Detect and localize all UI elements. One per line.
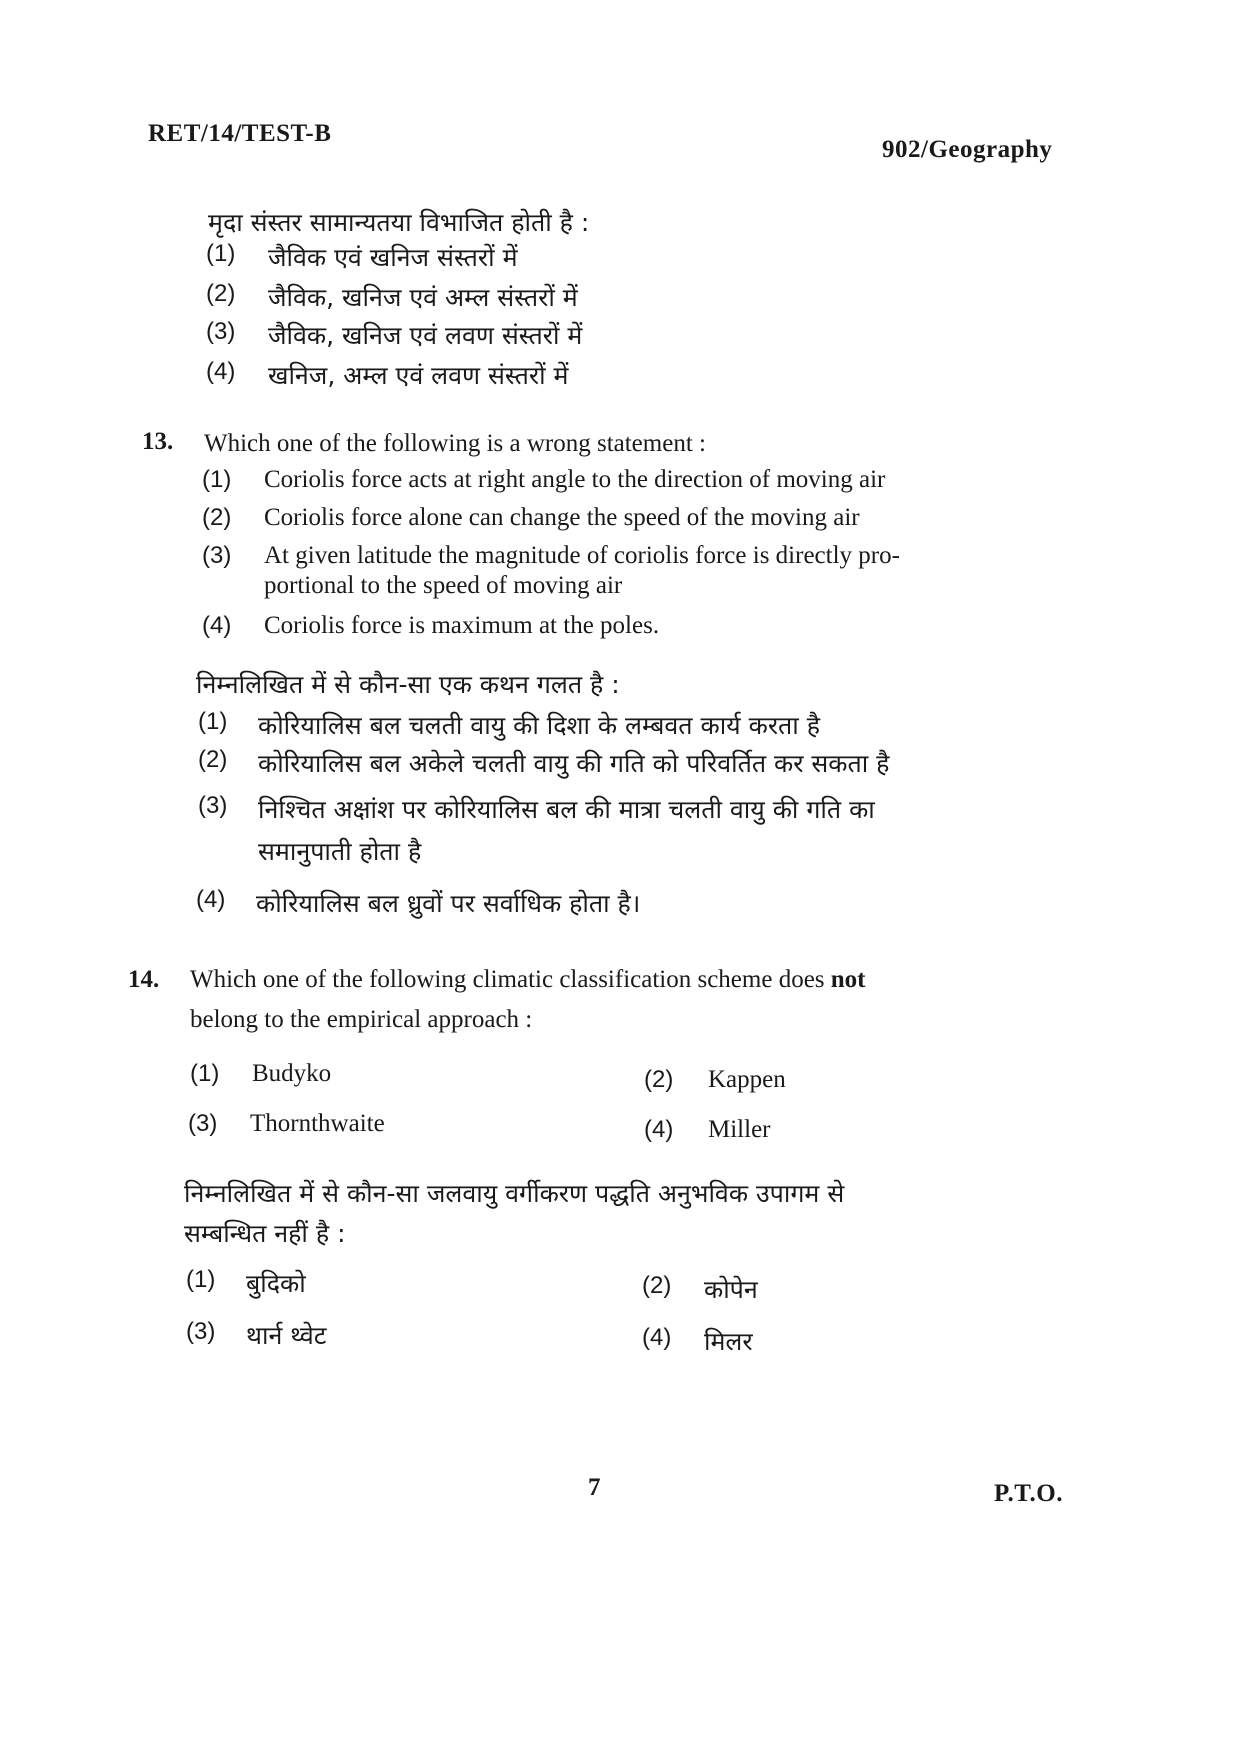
- q14-hindi-option-2-num: (2): [642, 1272, 672, 1299]
- q14-option-4-text: Miller: [708, 1116, 771, 1143]
- q13-question: Which one of the following is a wrong statement :: [204, 430, 706, 457]
- q13-number: 13.: [142, 428, 174, 455]
- q14-hindi-question-line1: निम्नलिखित में से कौन-सा जलवायु वर्गीकरण पद्धति अनुभविक उपागम से: [184, 1179, 845, 1208]
- q13-hindi-option-1-text: कोरियालिस बल चलती वायु की दिशा के लम्बवत कार्य करता है: [258, 711, 820, 740]
- q14-option-4-num: (4): [644, 1116, 674, 1143]
- q13-option-1-num: (1): [202, 466, 232, 493]
- q14-question-line1: [190, 966, 866, 994]
- q12-option-2-text: जैविक, खनिज एवं अम्ल संस्तरों में: [268, 283, 578, 312]
- q13-option-4-num: (4): [202, 612, 232, 639]
- q13-hindi-option-3-text-line2: समानुपाती होता है: [258, 837, 422, 866]
- q14-option-2-num: (2): [644, 1066, 674, 1093]
- q12-option-1-num: (1): [206, 240, 236, 267]
- q12-option-4-text: खनिज, अम्ल एवं लवण संस्तरों में: [268, 361, 569, 390]
- q14-hindi-option-4-text: मिलर: [704, 1327, 753, 1356]
- q14-hindi-question-line2: सम्बन्धित नहीं है :: [184, 1219, 346, 1248]
- q14-number: 14.: [128, 966, 160, 993]
- q14-option-3-num: (3): [188, 1110, 218, 1137]
- header-right: 902/Geography: [882, 136, 1053, 163]
- q13-hindi-option-3-num: (3): [198, 792, 228, 819]
- q13-option-2-num: (2): [202, 504, 232, 531]
- q14-hindi-option-4-num: (4): [642, 1324, 672, 1351]
- q13-option-3-num: (3): [202, 542, 232, 569]
- q14-hindi-option-1-num: (1): [186, 1266, 216, 1293]
- q13-hindi-option-2-text: कोरियालिस बल अकेले चलती वायु की गति को परिवर्तित कर सकता है: [258, 749, 890, 778]
- q13-hindi-option-4-text: कोरियालिस बल ध्रुवों पर सर्वाधिक होता है।: [256, 889, 641, 918]
- q13-option-1-text: Coriolis force acts at right angle to the direction of moving air: [264, 466, 886, 493]
- q14-hindi-option-2-text: कोपेन: [704, 1275, 758, 1304]
- header-left: RET/14/TEST-B: [148, 120, 332, 147]
- q14-question-not: not: [830, 966, 866, 993]
- q13-option-3-text-line2: portional to the speed of moving air: [264, 572, 623, 599]
- q14-hindi-option-1-text: बुदिको: [246, 1269, 306, 1298]
- q14-option-3-text: Thornthwaite: [250, 1110, 385, 1137]
- q14-option-2-text: Kappen: [708, 1066, 786, 1093]
- q14-option-1-text: Budyko: [252, 1060, 332, 1087]
- q14-hindi-option-3-text: थार्न थ्वेट: [246, 1321, 327, 1350]
- pto-label: P.T.O.: [994, 1480, 1063, 1507]
- q13-hindi-option-1-num: (1): [198, 708, 228, 735]
- q14-question-line2: belong to the empirical approach :: [190, 1006, 533, 1033]
- q13-hindi-question: निम्नलिखित में से कौन-सा एक कथन गलत है :: [196, 670, 620, 699]
- q13-hindi-option-4-num: (4): [196, 886, 226, 913]
- q13-option-2-text: Coriolis force alone can change the speed of the moving air: [264, 504, 860, 531]
- q12-option-1-text: जैविक एवं खनिज संस्तरों में: [268, 243, 518, 272]
- q12-hindi-question: मृदा संस्तर सामान्यतया विभाजित होती है :: [208, 208, 590, 237]
- q14-hindi-option-3-num: (3): [186, 1318, 216, 1345]
- q13-option-4-text: Coriolis force is maximum at the poles.: [264, 612, 660, 639]
- q12-option-2-num: (2): [206, 280, 236, 307]
- q13-option-3-text-line1: At given latitude the magnitude of coriolis force is directly pro-: [264, 542, 900, 569]
- q12-option-3-text: जैविक, खनिज एवं लवण संस्तरों में: [268, 321, 583, 350]
- q12-option-3-num: (3): [206, 318, 236, 345]
- q14-option-1-num: (1): [190, 1060, 220, 1087]
- q14-question-text: Which one of the following climatic classification scheme does: [190, 966, 831, 993]
- page-number: 7: [588, 1474, 601, 1501]
- q13-hindi-option-3-text-line1: निश्चित अक्षांश पर कोरियालिस बल की मात्रा चलती वायु की गति का: [258, 795, 875, 824]
- q12-option-4-num: (4): [206, 358, 236, 385]
- q13-hindi-option-2-num: (2): [198, 746, 228, 773]
